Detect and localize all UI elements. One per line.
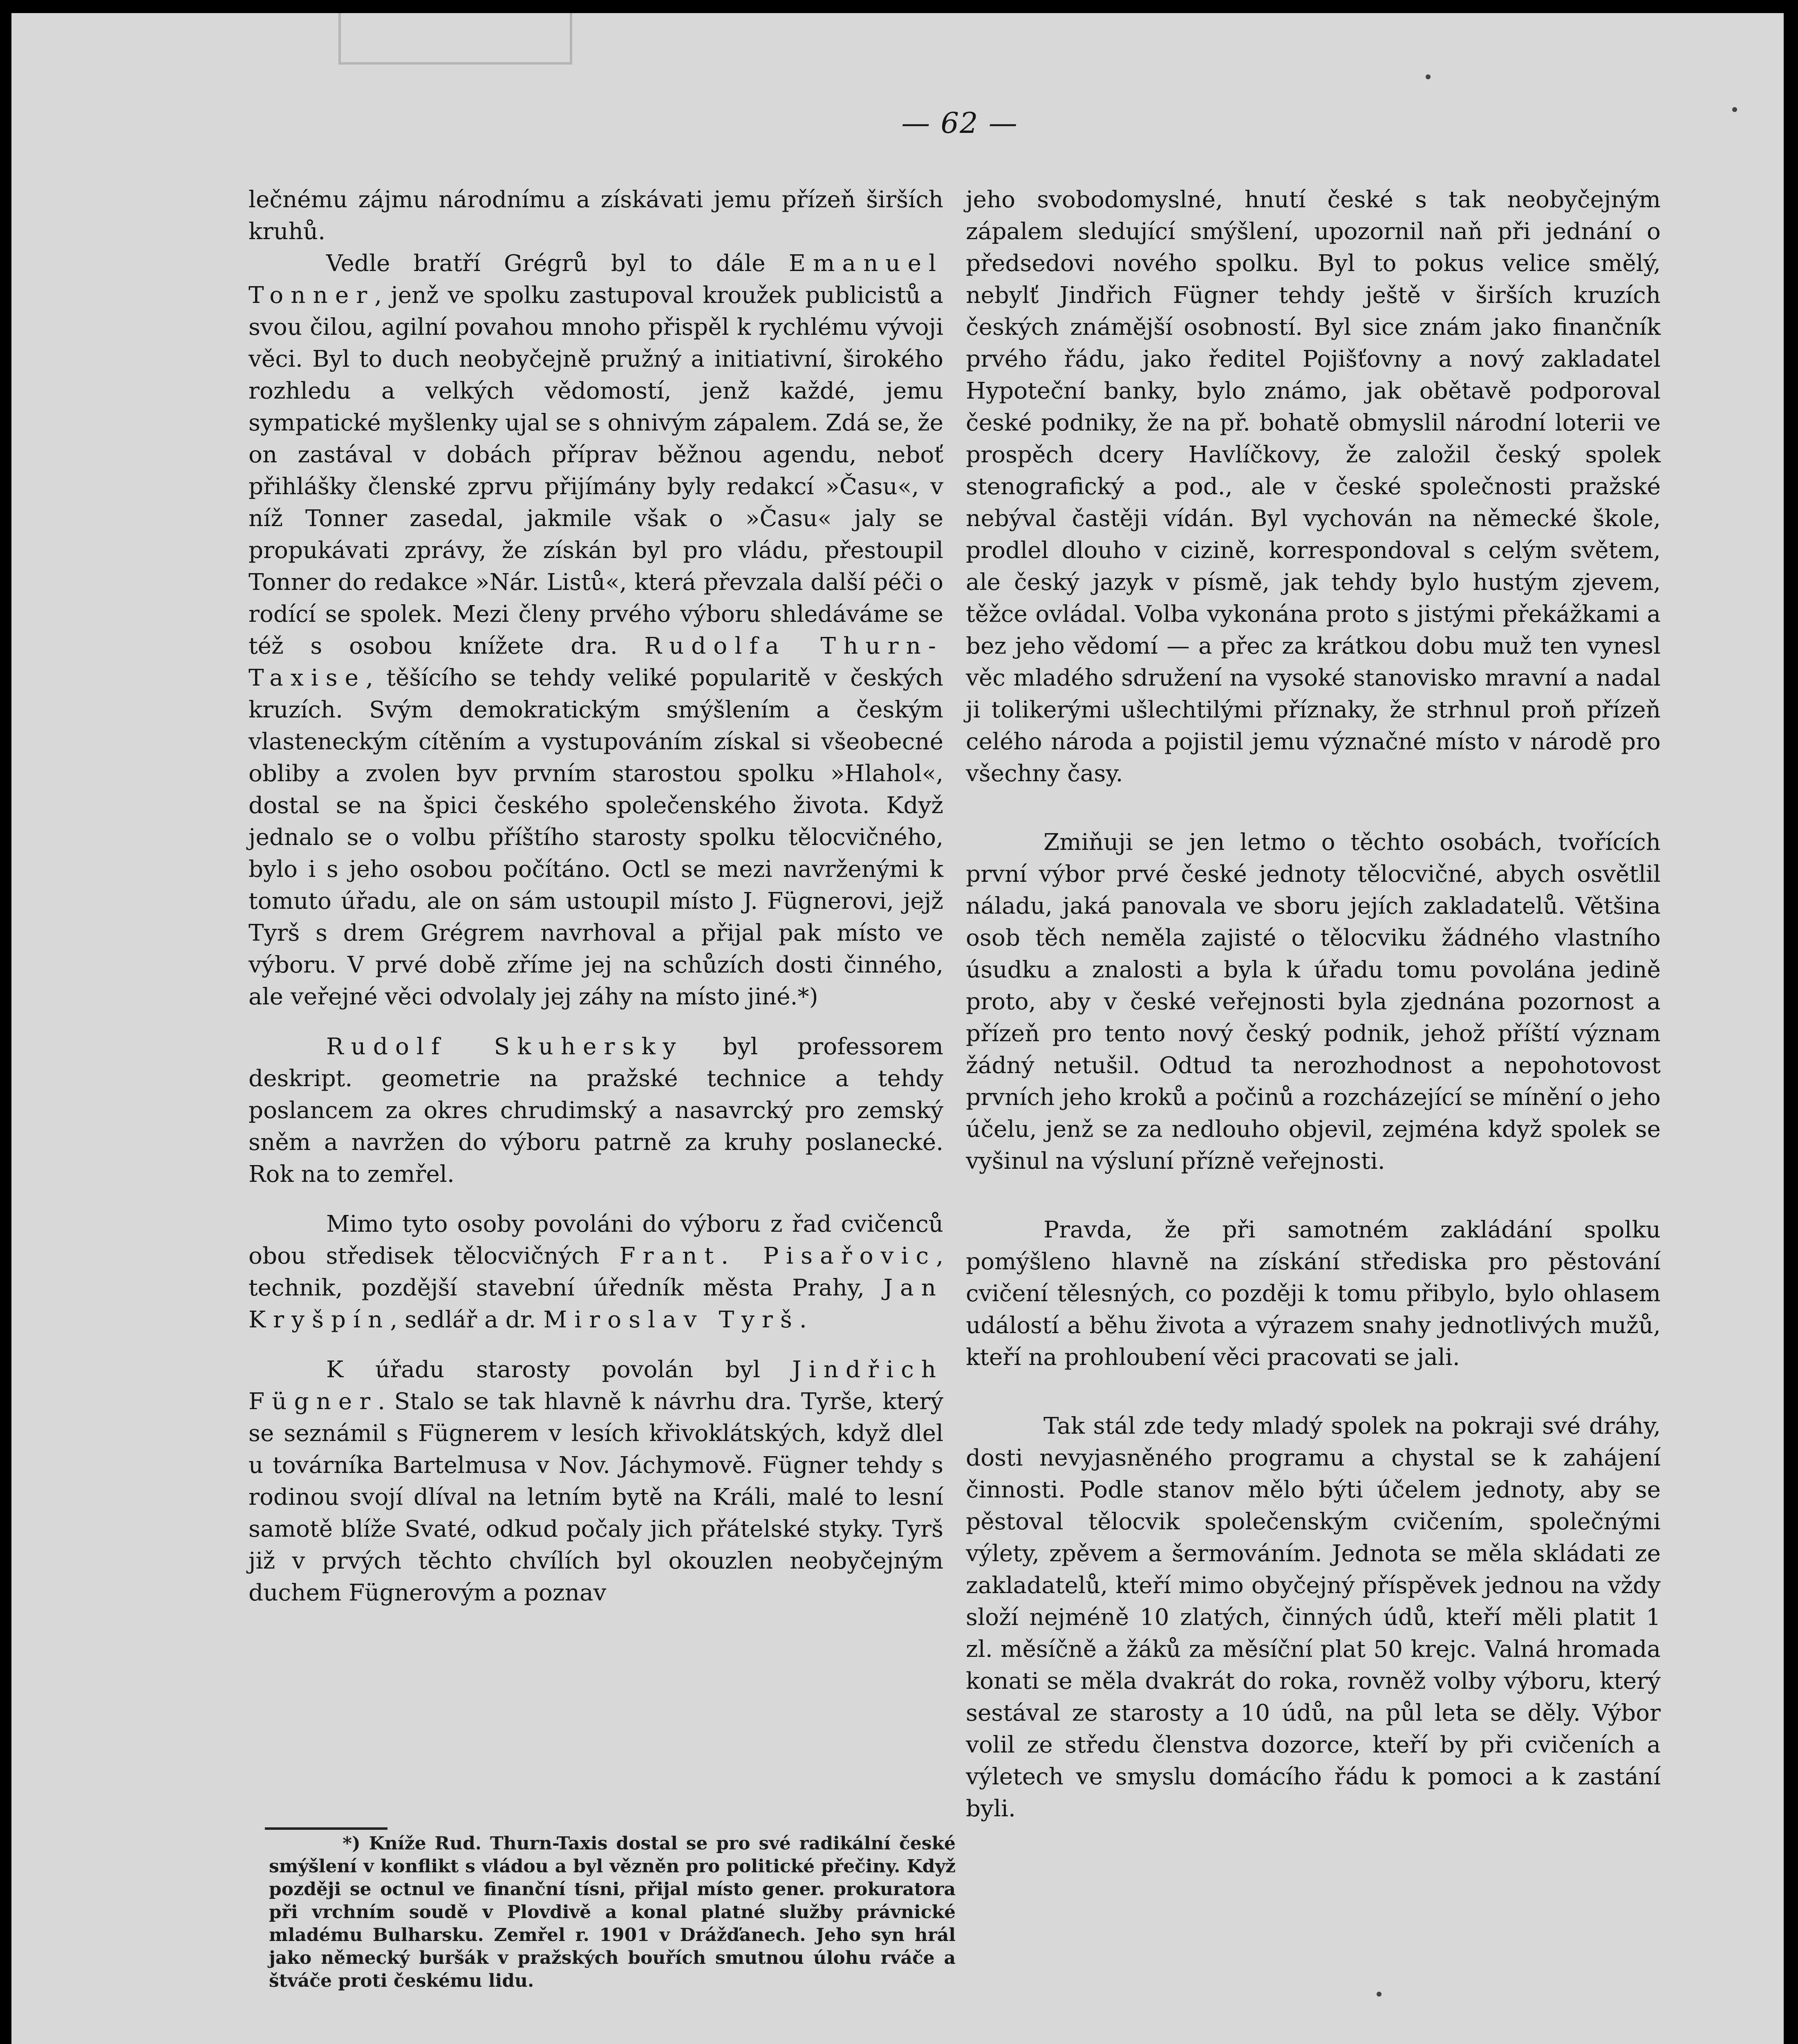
- paragraph: Zmiňuji se jen letmo o těchto osobách, tvořících první výbor prvé české jednoty tělocvičné, abych osvětlil náladu, jaká panovala ve sboru jejích zakladatelů. Většina osob těch neměla zajisté o tělocviku žádného vlastního úsudku a znalosti a byla k úřadu tomu povolána jedině proto, aby v české veřejnosti byla zjednána pozornost a přízeň pro tento nový český podnik, jehož příští význam žádný netušil. Odtud ta nerozhodnost a nepohotovost prvních jeho kroků a počinů a rozcházející se mínění o jeho účelu, jenž se za nedlouho objevil, zejména když spolek se vyšinul na výsluní přízně veřejnosti.: [966, 829, 1661, 1174]
- library-stamp-mark: [338, 13, 572, 65]
- spaced-name: Jindřich Fügner: [249, 1356, 943, 1415]
- footnote-text: *) Kníže Rud. Thurn-Taxis dostal se pro své radikální české smýšlení v konflikt s vládou a byl vězněn pro politické přečiny. Když později se octnul ve finanční tísni, přijal místo gener. prokuratora při vrchním soudě v Plovdivě a konal platné služby právnické mladému Bulharsku. Zemřel r. 1901 v Drážďanech. Jeho syn hrál jako německý buršák v pražských bouřích smutnou úlohu rváče a štváče proti českému lidu.: [269, 1833, 956, 1991]
- spaced-name: Frant. Pisařovic: [619, 1243, 936, 1269]
- paragraph: [249, 184, 943, 248]
- footnote: [269, 1832, 956, 1992]
- text-run: .: [799, 1307, 807, 1333]
- paragraph: Tak stál zde tedy mladý spolek na pokraji své dráhy, dosti nevyjasněného programu a chystal se k zahájení činnosti. Podle stanov mělo býti účelem jednoty, aby se pěstoval tělocvik společenským cvičením, společnými výlety, zpěvem a šermováním. Jednota se měla skládati ze zakladatelů, kteří mimo obyčejný příspěvek jednou na vždy složí nejméně 10 zlatých, činných údů, kteří měli platit 1 zl. měsíčně a žáků za měsíční plat 50 krejc. Valná hromada konati se měla dvakrát do roka, rovněž volby výboru, který sestával ze starosty a 10 údů, na půl leta se děly. Výbor volil ze středu členstva dozorce, kteří by při cvičeních a výletech ve smyslu domácího řádu k pomoci a k zastání byli.: [966, 1413, 1661, 1822]
- text-run: byl professorem deskript. geometrie na pražské technice a tehdy poslancem za okres chrudimský a nasavrcký pro zemský sněm a navržen do výboru patrně za kruhy poslanecké. Rok na to zemřel.: [249, 1033, 944, 1188]
- right-column: [966, 184, 1661, 1825]
- text-run: , technik, pozdější stavební úředník města Prahy,: [249, 1243, 943, 1301]
- scan-speck: [1732, 107, 1737, 112]
- text-run: , sedlář a dr.: [390, 1307, 544, 1333]
- text-run: , těšícího se tehdy veliké popularitě v českých kruzích. Svým demokratickým smýšlením a českým vlasteneckým cítěním a vystupováním získal si všeobecné obliby a zvolen byv prvním starostou spolku »Hlahol«, dostal se na špici českého společenského života. Když jednalo se o volbu příštího starosty spolku tělocvičného, bylo i s jeho osobou počítáno. Octl se mezi navrženými k tomuto úřadu, ale on sám ustoupil místo J. Fügnerovi, jejž Tyrš s drem Grégrem navrhoval a přijal pak místo ve výboru. V prvé době zříme jej na schůzích dosti činného, ale veřejné věci odvolaly jej záhy na místo jiné.*): [249, 665, 943, 1010]
- spaced-name: Rudolf Skuhersky: [326, 1033, 683, 1060]
- text-run: lečnému zájmu národnímu a získávati jemu přízeň širších kruhů.: [249, 186, 943, 245]
- text-run: Mimo tyto osoby povoláni do výboru z řad cvičenců obou středisek tělocvičných: [249, 1211, 943, 1269]
- scan-speck: [1426, 74, 1431, 79]
- page-number: — 62 —: [901, 106, 1018, 140]
- footnote-rule: [265, 1827, 387, 1830]
- paragraph: jeho svobodomyslné, hnutí české s tak neobyčejným zápalem sledující smýšlení, upozornil naň při jednání o předsedovi nového spolku. Byl to pokus velice smělý, nebylť Jindřich Fügner tehdy ještě v širších kruzích českých známější osobností. Byl sice znám jako finančník prvého řádu, jako ředitel Pojišťovny a nový zakladatel Hypoteční banky, bylo známo, jak obětavě podporoval české podniky, že na př. bohatě obmyslil národní loterii ve prospěch dcery Havlíčkovy, že založil český spolek stenografický a pod., ale v české společnosti pražské nebýval častěji vídán. Byl vychován na německé škole, prodlel dlouho v cizině, korrespondoval s celým světem, ale český jazyk v písmě, jak tehdy bylo hustým zjevem, těžce ovládal. Volba vykonána proto s jistými překážkami a bez jeho vědomí — a přec za krátkou dobu muž ten vynesl věc mladého sdružení na vysoké stanovisko mravní a nadal ji tolikerými ušlechtilými příznaky, že strhnul proň přízeň celého národa a pojistil jemu význačné místo v národě pro všechny časy.: [966, 186, 1661, 787]
- spaced-name: Rudolfa Thurn-Taxise: [249, 633, 943, 691]
- paragraph: [249, 1031, 943, 1190]
- text-run: Vedle bratří Grégrů byl to dále: [326, 250, 789, 277]
- paragraph: [249, 1354, 943, 1609]
- paragraph: Pravda, že při samotném zakládání spolku pomýšleno hlavně na získání střediska pro pěstování cvičení tělesných, co později k tomu přibylo, bylo ohlasem událostí a běhu života a výrazem snahy jednotlivých mužů, kteří na prohloubení věci pracovati se jali.: [966, 1217, 1661, 1371]
- spaced-name: Jan Kryšpín: [249, 1275, 943, 1333]
- left-column: [249, 184, 943, 1609]
- text-run: . Stalo se tak hlavně k návrhu dra. Tyrše, který se seznámil s Fügnerem v lesích křivoklátských, když dlel u továrníka Bartelmusa v Nov. Jáchymově. Fügner tehdy s rodinou svojí dlíval na letním bytě na Králi, malé to lesní samotě blíže Svaté, odkud počaly jich přátelské styky. Tyrš již v prvých těchto chvílích byl okouzlen neobyčejným duchem Fügnerovým a poznav: [249, 1388, 943, 1606]
- paragraph: [249, 1208, 943, 1336]
- scan-speck: [1377, 1992, 1382, 1997]
- text-run: K úřadu starosty povolán byl: [326, 1356, 793, 1383]
- spaced-name: Emanuel Tonner: [249, 250, 943, 309]
- scanned-page: [11, 13, 1784, 2044]
- paragraph: [249, 248, 943, 1013]
- spaced-name: Miroslav Tyrš: [543, 1307, 799, 1333]
- text-run: , jenž ve spolku zastupoval kroužek publicistů a svou čilou, agilní povahou mnoho přispěl k rychlému vývoji věci. Byl to duch neobyčejně pružný a initiativní, širokého rozhledu a velkých vědomostí, jenž každé, jemu sympatické myšlenky ujal se s ohnivým zápalem. Zdá se, že on zastával v dobách příprav běžnou agendu, neboť přihlášky členské zprvu přijímány byly redakcí »Času«, v níž Tonner zasedal, jakmile však o »Času« jaly se propukávati zprávy, že získán byl pro vládu, přestoupil Tonner do redakce »Nár. Listů«, která převzala další péči o rodící se spolek. Mezi členy prvého výboru shledáváme se též s osobou knížete dra.: [249, 282, 943, 659]
